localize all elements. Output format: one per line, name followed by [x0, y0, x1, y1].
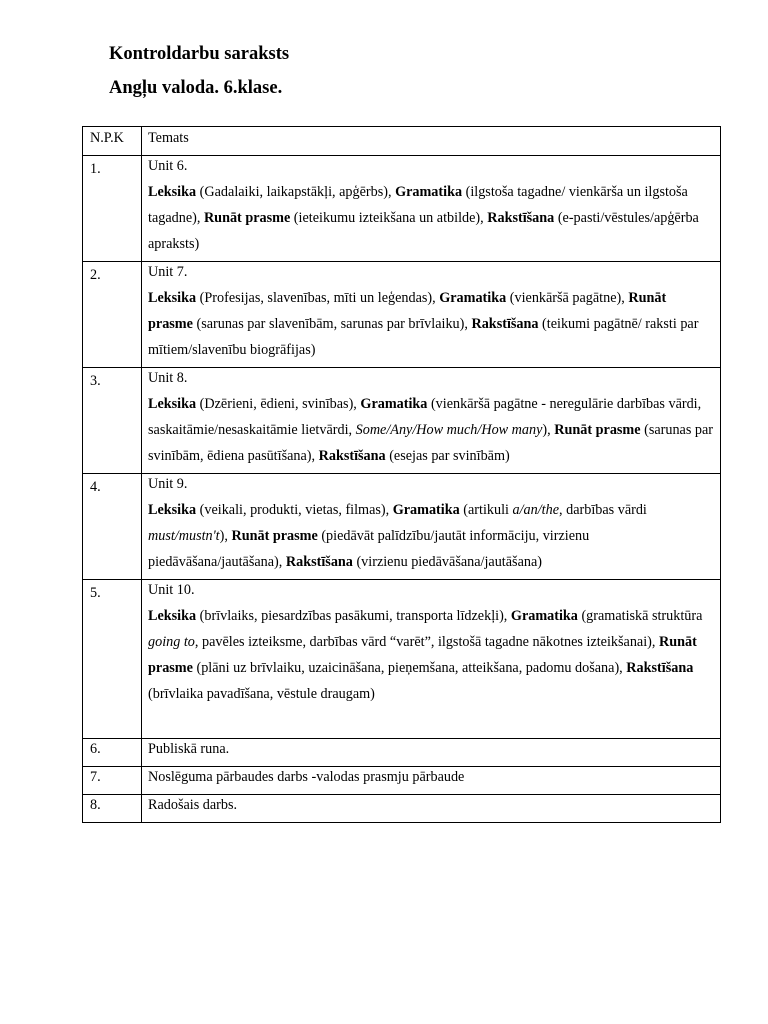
unit-title: Unit 6. [148, 158, 188, 174]
table-row [83, 156, 721, 262]
runat-prasme-label: Runāt prasme [203, 210, 291, 226]
leksika-label: Leksika [148, 290, 197, 306]
row-topic: Publiskā runa. [142, 739, 721, 767]
unit-title: Unit 7. [148, 264, 188, 280]
rakstisana-label: Rakstīšana [487, 210, 555, 226]
row-number: 6. [83, 739, 142, 767]
header-npk: N.P.K [83, 127, 142, 156]
row-number: 1. [83, 156, 142, 262]
row-topic [142, 580, 721, 739]
row-number: 2. [83, 262, 142, 368]
table-row [83, 767, 721, 795]
row-number: 5. [83, 580, 142, 739]
row-topic: Noslēguma pārbaudes darbs -valodas prasmju pārbaude [142, 767, 721, 795]
row-topic [142, 262, 721, 368]
table-row [83, 262, 721, 368]
row-topic [142, 474, 721, 580]
header-temats: Temats [142, 127, 721, 156]
row-topic [142, 156, 721, 262]
grammar-example: must/mustn't [148, 528, 220, 544]
table-row [83, 474, 721, 580]
table-row [83, 580, 721, 739]
rakstisana-label: Rakstīšana [285, 554, 353, 570]
leksika-label: Leksika [148, 502, 197, 518]
grammar-example: Some/Any/How much/How many [355, 422, 543, 438]
gramatika-label: Gramatika [392, 502, 460, 518]
topic-description: Leksika (Profesijas, slavenības, mīti un leģendas), Gramatika (vienkāršā pagātne), Runāt prasme (sarunas par slavenībām, sarunas par brīvlaiku), Rakstīšana (teikumi pagātnē/ raksti par mītiem/slavenību biogrāfijas) [148, 290, 699, 358]
rakstisana-label: Rakstīšana [471, 316, 539, 332]
unit-title: Unit 8. [148, 370, 188, 386]
document-title: Kontroldarbu saraksts [109, 44, 290, 64]
topic-description: Leksika (brīvlaiks, piesardzības pasākumi, transporta līdzekļi), Gramatika (gramatiskā struktūra going to, pavēles izteiksme, darbības vārd “varēt”, ilgstošā tagadne nākotnes izteikšanai), Runāt prasme (plāni uz brīvlaiku, uzaicināšana, pieņemšana, atteikšana, padomu došana), Rakstīšana (brīvlaika pavadīšana, vēstule draugam) [148, 608, 703, 702]
topic-description: Leksika (Dzērieni, ēdieni, svinības), Gramatika (vienkāršā pagātne - neregulārie darbības vārdi, saskaitāmie/nesaskaitāmie lietvārdi, Some/Any/How much/How many), Runāt prasme (sarunas par svinībām, ēdiena pasūtīšana), Rakstīšana (esejas par svinībām) [148, 396, 714, 464]
table-header-row [83, 127, 721, 156]
runat-prasme-label: Runāt prasme [148, 634, 697, 676]
grammar-example: a/an/the [512, 502, 560, 518]
table-row [83, 368, 721, 474]
leksika-label: Leksika [148, 184, 197, 200]
row-number: 4. [83, 474, 142, 580]
table-row [83, 795, 721, 823]
gramatika-label: Gramatika [395, 184, 463, 200]
table-row [83, 739, 721, 767]
document-subtitle: Angļu valoda. 6.klase. [109, 78, 283, 98]
gramatika-label: Gramatika [439, 290, 507, 306]
rakstisana-label: Rakstīšana [626, 660, 694, 676]
gramatika-label: Gramatika [510, 608, 578, 624]
row-number: 7. [83, 767, 142, 795]
row-topic: Radošais darbs. [142, 795, 721, 823]
row-number: 3. [83, 368, 142, 474]
leksika-label: Leksika [148, 396, 197, 412]
unit-title: Unit 9. [148, 476, 188, 492]
unit-title: Unit 10. [148, 582, 195, 598]
row-topic [142, 368, 721, 474]
topic-description: Leksika (veikali, produkti, vietas, filmas), Gramatika (artikuli a/an/the, darbības vārdi must/mustn't), Runāt prasme (piedāvāt palīdzību/jautāt informāciju, virzienu piedāvāšana/jautāšana), Rakstīšana (virzienu piedāvāšana/jautāšana) [148, 502, 647, 570]
leksika-label: Leksika [148, 608, 197, 624]
row-number: 8. [83, 795, 142, 823]
rakstisana-label: Rakstīšana [318, 448, 386, 464]
runat-prasme-label: Runāt prasme [554, 422, 641, 438]
runat-prasme-label: Runāt prasme [148, 290, 667, 332]
topic-description: Leksika (Gadalaiki, laikapstākļi, apģērbs), Gramatika (ilgstoša tagadne/ vienkārša un ilgstoša tagadne), Runāt prasme (ieteikumu izteikšana un atbilde), Rakstīšana (e-pasti/vēstules/apģērba apraksts) [148, 184, 699, 252]
gramatika-label: Gramatika [360, 396, 428, 412]
runat-prasme-label: Runāt prasme [231, 528, 318, 544]
grammar-example: going to [148, 634, 195, 650]
schedule-table [82, 126, 721, 823]
